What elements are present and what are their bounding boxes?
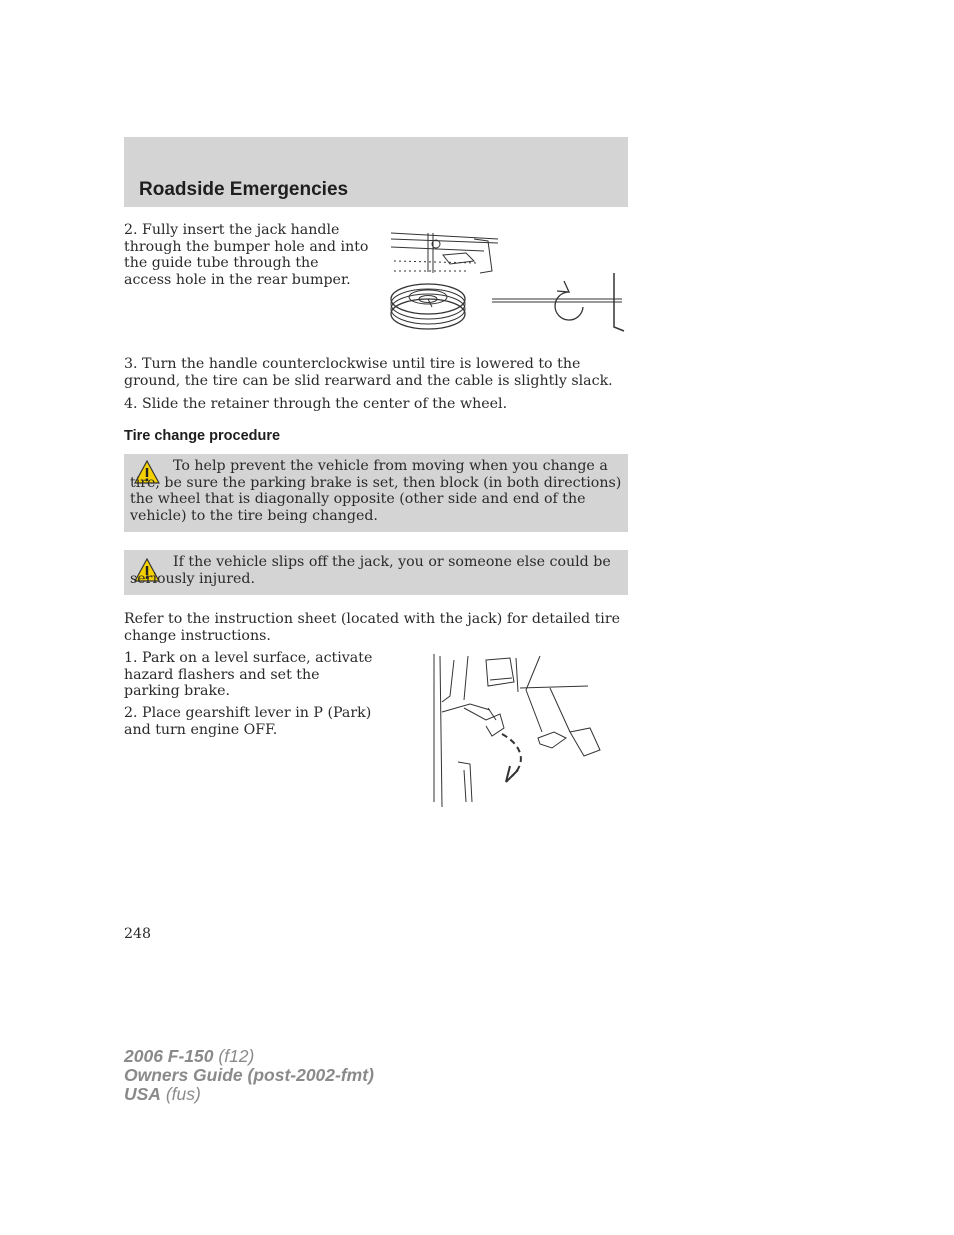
document-footer	[124, 1047, 374, 1104]
page-number: 248	[124, 926, 152, 942]
spare-tire-jack-illustration	[388, 227, 630, 337]
step-slide-retainer: 4. Slide the retainer through the center of the wheel.	[124, 396, 508, 412]
parking-brake-pedal-illustration	[430, 652, 605, 812]
section-title: Roadside Emergencies	[139, 179, 349, 200]
refer-instruction-sheet: Refer to the instruction sheet (located with the jack) for detailed tire change instructions.	[124, 611, 621, 644]
footer-region-code: (fus)	[160, 1084, 201, 1104]
section-header-band	[124, 137, 628, 207]
warning-box-jack-slip	[124, 550, 628, 595]
step-insert-jack-handle: 2. Fully insert the jack handle through the bumper hole and into the guide tube through the access hole in the rear bumper.	[124, 222, 369, 288]
warning-text: To help prevent the vehicle from moving when you change a tire, be sure the parking brake is set, then block (in both directions) the wheel that is diagonally opposite (other side and end of the vehicle) to the tire being changed.	[130, 458, 622, 524]
footer-model: 2006 F-150	[124, 1046, 214, 1066]
warning-box-parking-brake	[124, 454, 628, 532]
procedure-step-2: 2. Place gearshift lever in P (Park) and turn engine OFF.	[124, 705, 372, 738]
step-turn-handle: 3. Turn the handle counterclockwise until tire is lowered to the ground, the tire can be slid rearward and the cable is slightly slack.	[124, 356, 613, 389]
footer-guide: Owners Guide (post-2002-fmt)	[124, 1065, 374, 1085]
footer-region: USA	[124, 1084, 161, 1104]
procedure-step-1: 1. Park on a level surface, activate hazard flashers and set the parking brake.	[124, 650, 373, 699]
subsection-title: Tire change procedure	[124, 428, 281, 444]
footer-model-code: (f12)	[213, 1046, 255, 1066]
warning-text: If the vehicle slips off the jack, you or someone else could be seriously injured.	[130, 554, 611, 587]
